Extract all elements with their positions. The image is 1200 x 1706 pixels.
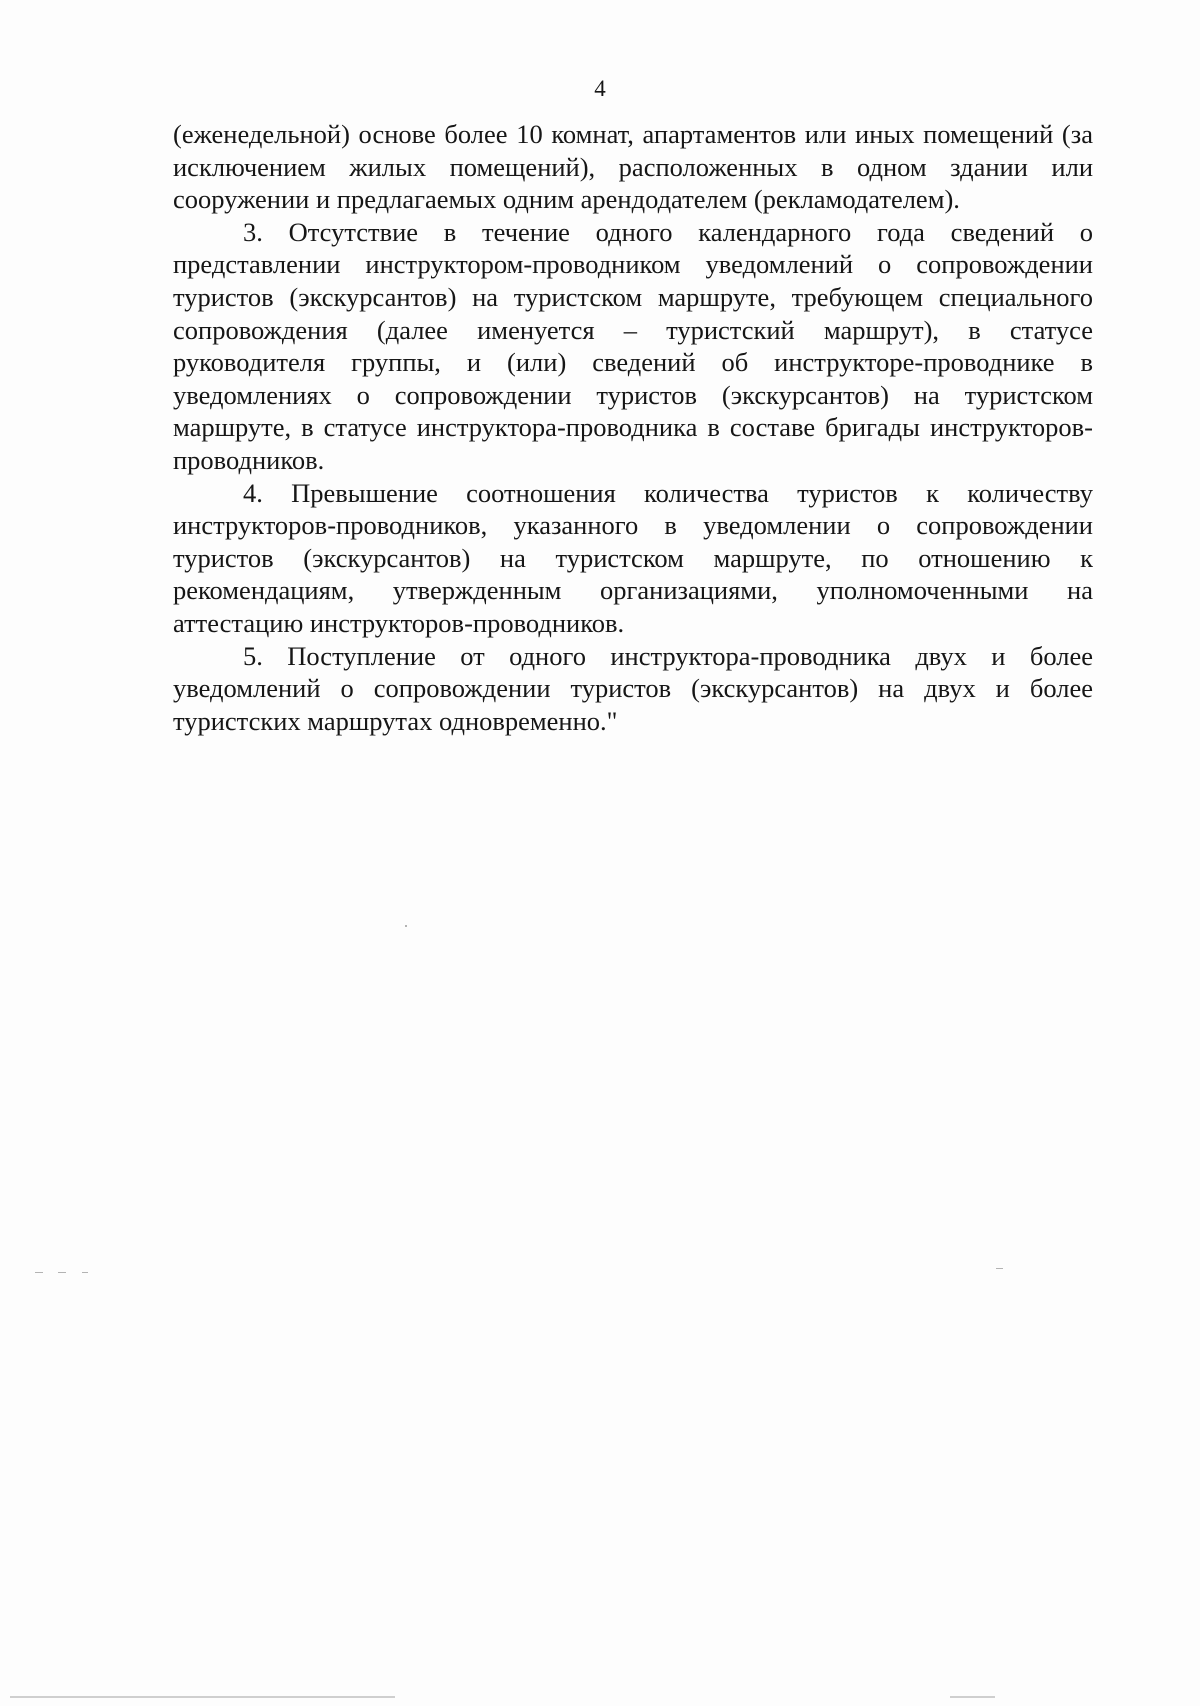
- scan-artifact: [950, 1696, 995, 1698]
- document-body: [173, 118, 1093, 737]
- paragraph-continuation: (еженедельной) основе более 10 комнат, апартаментов или иных помещений (за исключением жилых помещений), расположенных в одном здании или сооружении и предлагаемых одним арендодателем (рекламодателем).: [173, 119, 1093, 215]
- paragraph-item-3: 3. Отсутствие в течение одного календарного года сведений о представлении инструктором-проводником уведомлений о сопровождении туристов (экскурсантов) на туристском маршруте, требующем специального сопровождения (далее именуется – туристский маршрут), в статусе руководителя группы, и (или) сведений об инструкторе-проводнике в уведомлениях о сопровождении туристов (экскурсантов) на туристском маршруте, в статусе инструктора-проводника в составе бригады инструкторов-проводников.: [173, 216, 1093, 475]
- scan-artifact: [58, 1272, 66, 1273]
- scan-artifact: [10, 1696, 395, 1698]
- scan-artifact: [405, 925, 407, 927]
- paragraph-item-5: 5. Поступление от одного инструктора-проводника двух и более уведомлений о сопровождении туристов (экскурсантов) на двух и более туристских маршрутах одновременно.": [173, 640, 1093, 736]
- scan-artifact: [996, 1268, 1003, 1269]
- scan-artifact: [82, 1272, 88, 1273]
- paragraph-item-4: 4. Превышение соотношения количества туристов к количеству инструкторов-проводников, указанного в уведомлении о сопровождении туристов (экскурсантов) на туристском маршруте, по отношению к рекомендациям, утвержденным организациями, уполномоченными на аттестацию инструкторов-проводников.: [173, 477, 1093, 638]
- page-number: 4: [594, 76, 606, 101]
- scan-artifact: [35, 1272, 43, 1273]
